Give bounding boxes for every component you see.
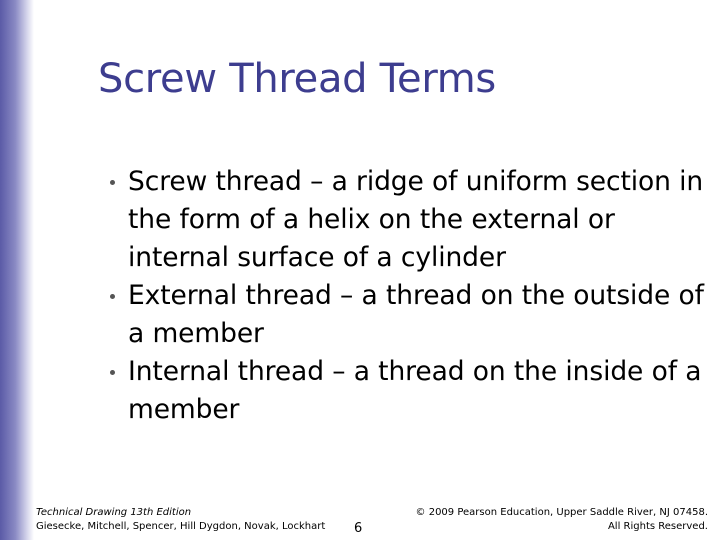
- bullet-dot-icon: [110, 180, 115, 185]
- bullet-item: [108, 163, 708, 277]
- bullet-dot-icon: [110, 370, 115, 375]
- page-number: 6: [354, 521, 363, 536]
- side-gradient-bar: [0, 0, 34, 540]
- bullet-item: [108, 277, 708, 353]
- slide-title: Screw Thread Terms: [98, 56, 496, 102]
- bullet-text: Screw thread – a ridge of uniform section in the form of a helix on the external or internal surface of a cylinder: [128, 166, 704, 273]
- bullet-text: External thread – a thread on the outside of a member: [128, 280, 704, 349]
- bullet-list: [108, 163, 708, 429]
- bullet-item: [108, 353, 708, 429]
- rights-line: All Rights Reserved.: [607, 521, 708, 532]
- bullet-text: Internal thread – a thread on the inside of a member: [128, 356, 702, 425]
- footer-copyright: [416, 506, 708, 534]
- bullet-dot-icon: [110, 294, 115, 299]
- footer-book-title: Technical Drawing 13th Edition: [36, 507, 192, 518]
- footer-authors: Giesecke, Mitchell, Spencer, Hill Dygdon, Novak, Lockhart: [36, 521, 326, 532]
- copyright-line: © 2009 Pearson Education, Upper Saddle River, NJ 07458.: [415, 507, 708, 518]
- footer-book-info: [36, 506, 325, 534]
